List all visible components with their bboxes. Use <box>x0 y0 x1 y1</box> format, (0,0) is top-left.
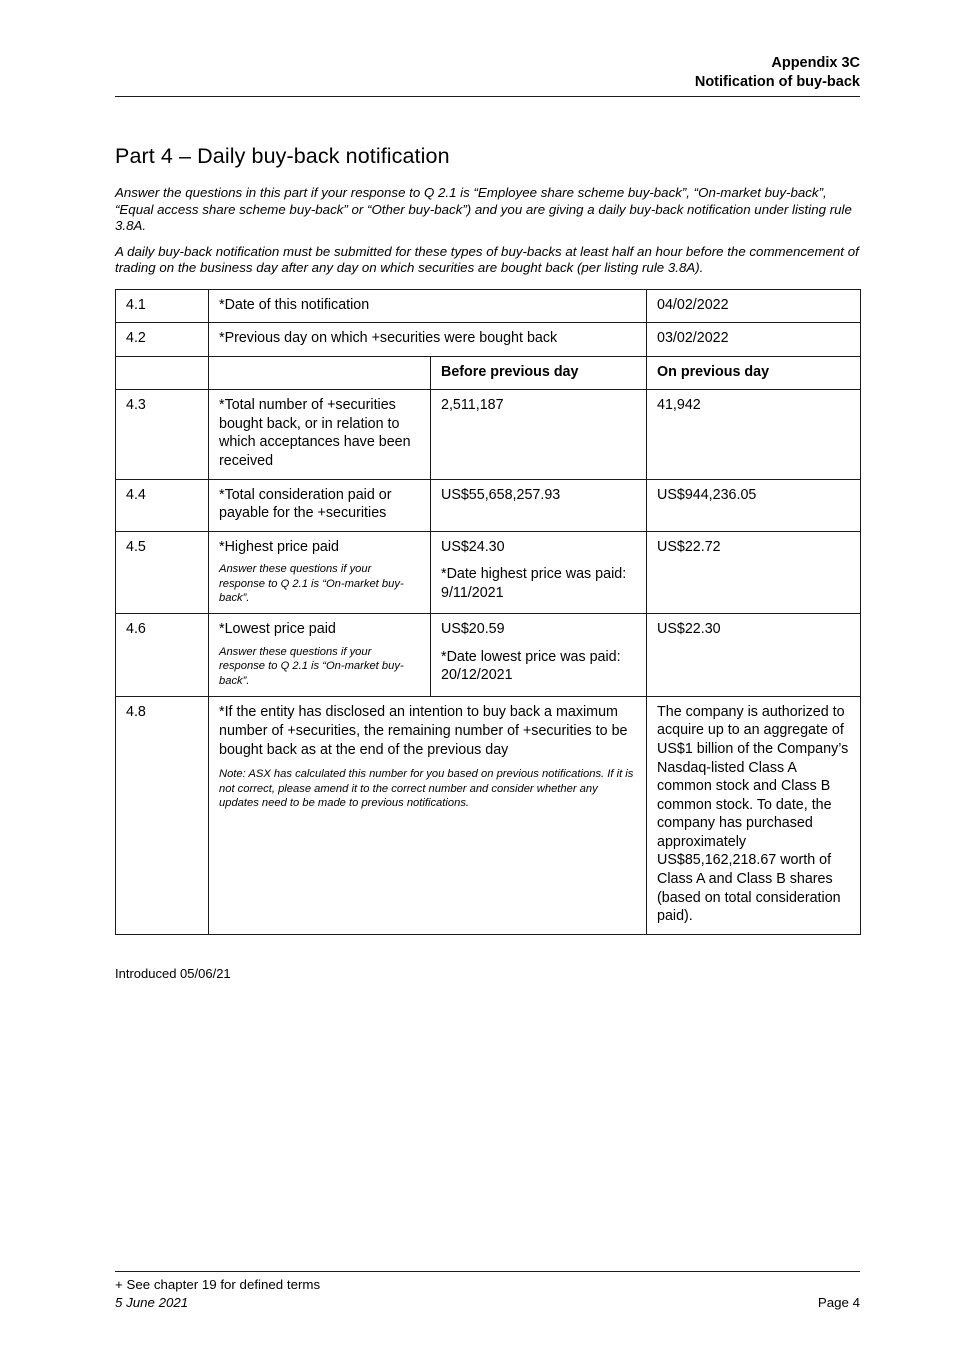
row-4-5-before-date: *Date highest price was paid: 9/11/2021 <box>441 566 627 601</box>
table-row-4-5 <box>116 531 861 614</box>
row-4-1-label: *Date of this notification <box>209 289 647 323</box>
footer-left-block <box>115 1276 320 1312</box>
row-4-6-note: Answer these questions if your response to Q 2.1 is “On-market buy-back”. <box>219 645 404 687</box>
row-4-5-before-price: US$24.30 <box>441 538 505 555</box>
row-4-6-on-value: US$22.30 <box>647 614 861 697</box>
row-4-3-on-value: 41,942 <box>647 390 861 479</box>
defined-terms-note: + See chapter 19 for defined terms <box>115 1277 321 1292</box>
row-4-8-number: 4.8 <box>116 696 209 934</box>
row-4-6-before-date: *Date lowest price was paid: 20/12/2021 <box>441 648 621 684</box>
document-header <box>115 0 860 91</box>
table-row-4-3 <box>116 390 861 479</box>
table-row-4-4 <box>116 479 861 531</box>
row-4-3-before-value: 2,511,187 <box>431 390 647 479</box>
row-4-5-label-cell <box>209 531 431 614</box>
row-4-2-label: *Previous day on which +securities were bought back <box>209 323 647 357</box>
row-4-1-number: 4.1 <box>116 289 209 323</box>
page-content <box>115 0 860 981</box>
table-row-4-8 <box>116 696 861 934</box>
row-4-5-label: *Highest price paid <box>219 538 340 555</box>
row-4-8-note: Note: ASX has calculated this number for you based on previous notifications. If it is not correct, please amend it to the correct number and consider whether any updates need to be made to previous notifications. <box>219 768 634 810</box>
row-4-8-answer: The company is authorized to acquire up to an aggregate of US$1 billion of the Company’s Nasdaq-listed Class A common stock and Class B common stock. To date, the company has purchased approximately US$85,162,218.67 worth of Class A and Class B shares (based on total consideration paid). <box>647 696 861 934</box>
row-4-5-before-cell <box>431 531 647 614</box>
row-4-6-number: 4.6 <box>116 614 209 697</box>
footer-date: 5 June 2021 <box>115 1294 189 1310</box>
column-header-before-previous-day: Before previous day <box>431 356 647 390</box>
part-title: Part 4 – Daily buy-back notification <box>115 144 450 169</box>
appendix-label: Appendix 3C <box>771 55 860 71</box>
column-header-on-previous-day: On previous day <box>647 356 861 390</box>
empty-cell <box>209 356 431 390</box>
page-number: Page 4 <box>817 1294 860 1310</box>
row-4-4-label: *Total consideration paid or payable for the +securities <box>209 479 431 531</box>
row-4-2-value: 03/02/2022 <box>647 323 861 357</box>
introduced-note: Introduced 05/06/21 <box>115 965 231 981</box>
table-column-header-row <box>116 356 861 390</box>
row-4-6-label-cell <box>209 614 431 697</box>
row-4-8-question: *If the entity has disclosed an intention to buy back a maximum number of +securities, the remaining number of +securities to be bought back as at the end of the previous day <box>219 703 628 759</box>
empty-cell <box>116 356 209 390</box>
row-4-4-on-value: US$944,236.05 <box>647 479 861 531</box>
row-4-8-question-cell <box>209 696 647 934</box>
intro-paragraph-2: A daily buy-back notification must be submitted for these types of buy-backs at least half an hour before the commencement of trading on the business day after any day on which securities are bought back (per listing rule 3.8A). <box>115 243 859 276</box>
table-row-4-2 <box>116 323 861 357</box>
intro-section <box>115 185 860 276</box>
row-4-4-before-value: US$55,658,257.93 <box>431 479 647 531</box>
page-footer <box>115 1271 860 1312</box>
table-row-4-6 <box>116 614 861 697</box>
row-4-1-value: 04/02/2022 <box>647 289 861 323</box>
row-4-4-number: 4.4 <box>116 479 209 531</box>
document-subtitle: Notification of buy-back <box>694 73 860 90</box>
row-4-6-before-price: US$20.59 <box>441 621 505 638</box>
row-4-6-label: *Lowest price paid <box>219 621 336 638</box>
row-4-3-number: 4.3 <box>116 390 209 479</box>
row-4-6-before-cell <box>431 614 647 697</box>
intro-paragraph-1: Answer the questions in this part if your response to Q 2.1 is “Employee share scheme buy-back”, “On-market buy-back”, “Equal access share scheme buy-back” or “Other buy-back”) and you are giving a daily buy-back notification under listing rule 3.8A. <box>115 185 852 234</box>
row-4-5-number: 4.5 <box>116 531 209 614</box>
row-4-2-number: 4.2 <box>116 323 209 357</box>
row-4-5-on-value: US$22.72 <box>647 531 861 614</box>
header-rule <box>115 96 860 97</box>
table-row-4-1 <box>116 289 861 323</box>
row-4-5-note: Answer these questions if your response to Q 2.1 is “On-market buy-back”. <box>219 563 404 604</box>
buyback-notification-table <box>115 289 861 935</box>
row-4-3-label: *Total number of +securities bought back, or in relation to which acceptances have been received <box>209 390 431 479</box>
